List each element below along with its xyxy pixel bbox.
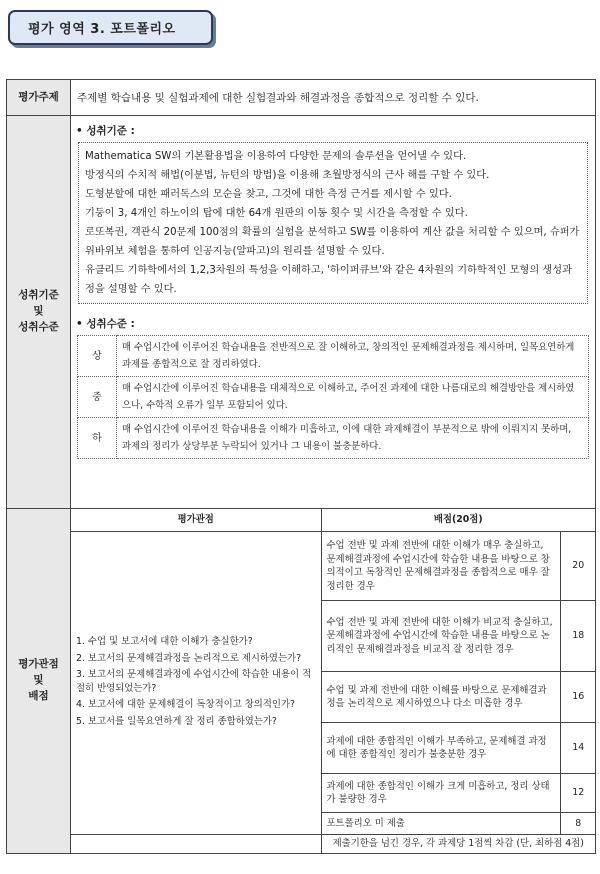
level-text: 매 수업시간에 이루어진 학습내용을 전반적으로 잘 이해하고, 창의적인 문제해결과정을 제시하며, 일목요연하게 과제를 종합적으로 잘 정리하였다. (117, 336, 589, 377)
theme-row (7, 80, 596, 116)
viewpoint-list (71, 532, 321, 835)
viewpoint-header: 평가관점 (71, 509, 321, 532)
evaluation-table (71, 509, 595, 853)
score-points: 14 (561, 723, 595, 774)
score-desc: 포트폴리오 미 제출 (321, 813, 561, 835)
criteria-item: 로또복권, 객관식 20문제 100점의 확률의 실험을 분석하고 SW를 이용하여 계산 값을 처리할 수 있으며, 슈퍼가위바위보 체험을 통하여 인공지능(알파고)의 원리를 설명할 수 있다. (85, 227, 580, 257)
score-desc: 수업 전반 및 과제 전반에 대한 이해가 비교적 충실하고, 문제해결과정에 수업시간에 학습한 내용을 바탕으로 논리적인 문제해결과정을 비교적 잘 정리한 경우 (321, 601, 561, 672)
viewpoint-item: 5. 보고서를 일목요연하게 잘 정리 종합하였는가? (76, 715, 277, 727)
criteria-box (78, 142, 588, 304)
evaluation-label: 평가관점 및 배점 (7, 509, 71, 854)
level-label: 상 (78, 336, 117, 377)
score-points: 12 (561, 774, 595, 813)
level-text: 매 수업시간에 이루어진 학습내용을 이해가 미흡하고, 이에 대한 과제해결이 부분적으로 밖에 이뤄지지 못하며, 과제의 정리가 상당부분 누락되어 있거나 그 내용이 불충분하다. (117, 418, 589, 459)
evaluation-header (71, 509, 595, 532)
evaluation-row (7, 509, 596, 854)
criteria-item: 기둥이 3, 4개인 하노이의 탑에 대한 64개 원판의 이동 횟수 및 시간을 측정할 수 있다. (85, 208, 468, 219)
score-desc: 과제에 대한 종합적인 이해가 크게 미흡하고, 정리 상태가 불량한 경우 (321, 774, 561, 813)
levels-title: • 성취수준 : (76, 318, 135, 330)
achievement-row (7, 116, 596, 509)
late-penalty-note: 제출기한을 넘긴 경우, 각 과제당 1점씩 차감 (단, 최하점 4점) (321, 835, 595, 853)
level-label: 중 (78, 377, 117, 418)
score-desc: 수업 및 과제 전반에 대한 이해를 바탕으로 문제해결과정을 논리적으로 제시하였으나 다소 미흡한 경우 (321, 672, 561, 723)
score-points: 20 (561, 532, 595, 601)
score-header: 배점(20점) (321, 509, 595, 532)
assessment-table (6, 79, 596, 854)
level-row-mid (78, 377, 589, 418)
theme-text: 주제별 학습내용 및 실험과제에 대한 실험결과와 해결과정을 종합적으로 정리할 수 있다. (71, 80, 596, 116)
achievement-label: 성취기준 및 성취수준 (7, 116, 71, 509)
viewpoint-item: 1. 수업 및 보고서에 대한 이해가 충실한가? (76, 636, 253, 647)
section-title: 평가 영역 3. 포트폴리오 (8, 10, 213, 45)
levels-table (77, 335, 589, 459)
note-row (71, 835, 595, 853)
score-desc: 과제에 대한 종합적인 이해가 부족하고, 문제해결 과정에 대한 종합적인 정리가 불충분한 경우 (321, 723, 561, 774)
achievement-content (71, 116, 596, 509)
viewpoint-item: 4. 보고서에 대한 문제해결이 독창적이고 창의적인가? (76, 699, 296, 710)
score-points: 18 (561, 601, 595, 672)
level-text: 매 수업시간에 이루어진 학습내용을 대체적으로 이해하고, 주어진 과제에 대한 나름대로의 해결방안을 제시하였으나, 수학적 오류가 일부 포함되어 있다. (117, 377, 589, 418)
viewpoint-item: 3. 보고서의 문제해결과정에 수업시간에 학습한 내용이 적절히 반영되었는가? (76, 669, 312, 694)
viewpoint-item: 2. 보고서의 문제해결과정을 논리적으로 제시하였는가? (76, 652, 302, 664)
score-points: 8 (561, 813, 595, 835)
criteria-item: 유클리드 기하학에서의 1,2,3차원의 특성을 이해하고, '하이퍼큐브'와 같은 4차원의 기하학적인 모형의 생성과정을 설명할 수 있다. (85, 265, 572, 295)
score-row (71, 532, 595, 601)
evaluation-content (71, 509, 596, 854)
score-desc: 수업 전반 및 과제 전반에 대한 이해가 매우 충실하고, 문제해결과정에 수업시간에 학습한 내용을 바탕으로 창의적이고 독창적인 문제해결과정을 종합적으로 매우 잘 정리한 경우 (321, 532, 561, 601)
level-label: 하 (78, 418, 117, 459)
score-points: 16 (561, 672, 595, 723)
criteria-item: Mathematica SW의 기본활용법을 이용하여 다양한 문제의 솔루션을 얻어낼 수 있다. (85, 151, 467, 162)
level-row-low (78, 418, 589, 459)
level-row-high (78, 336, 589, 377)
criteria-title: • 성취기준 : (76, 125, 135, 137)
criteria-item: 도형분할에 대한 패러독스의 모순을 찾고, 그것에 대한 측정 근거를 제시할 수 있다. (85, 189, 452, 200)
criteria-item: 방정식의 수치적 해법(이분법, 뉴턴의 방법)을 이용해 초월방정식의 근사 해를 구할 수 있다. (85, 170, 490, 181)
theme-label: 평가주제 (7, 80, 71, 116)
